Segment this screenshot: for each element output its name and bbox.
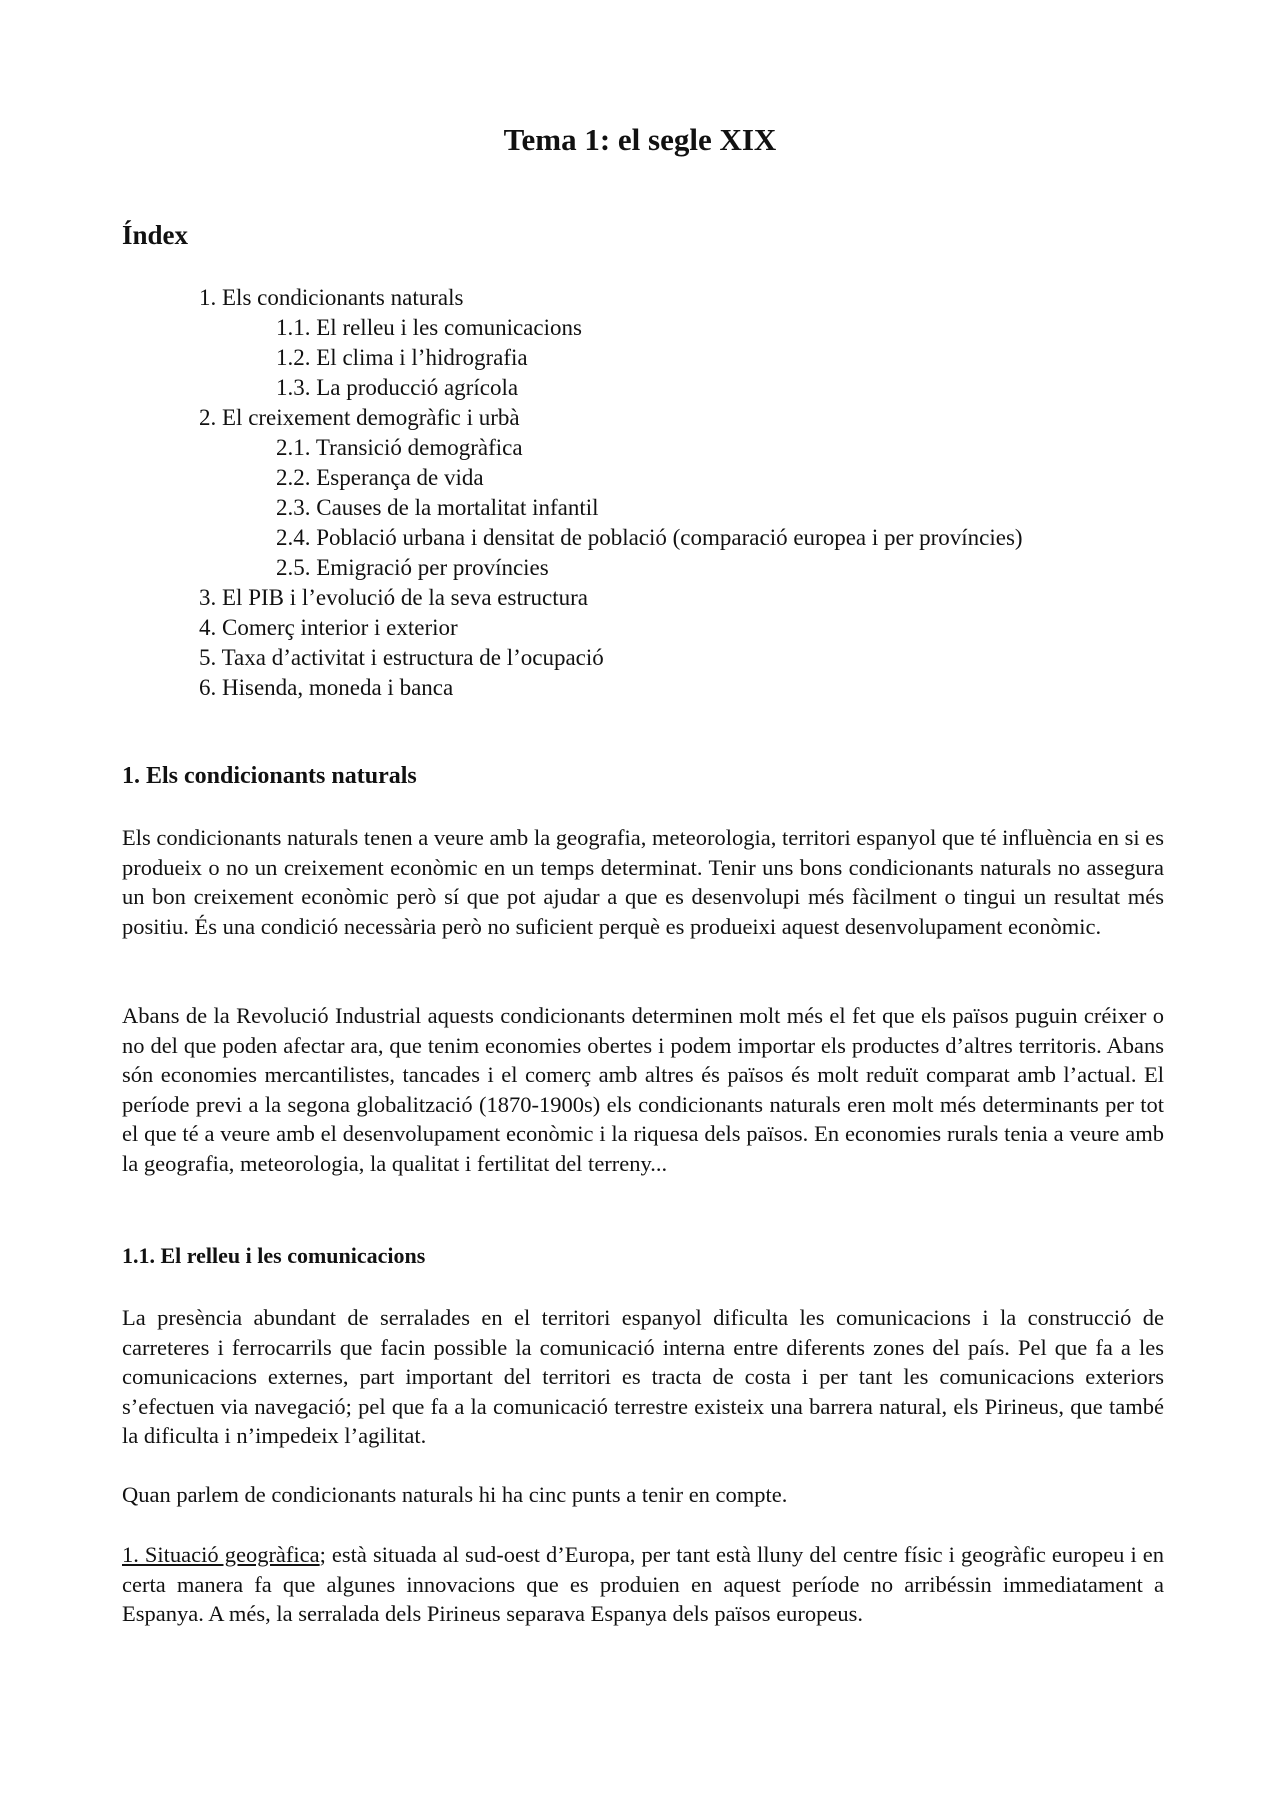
toc-item: 2. El creixement demogràfic i urbà <box>199 405 520 430</box>
toc-item: 1.1. El relleu i les comunicacions <box>276 315 582 340</box>
document-title: Tema 1: el segle XIX <box>503 122 777 157</box>
toc-item: 6. Hisenda, moneda i banca <box>199 675 454 700</box>
subsection-heading: 1.1. El relleu i les comunicacions <box>122 1243 426 1268</box>
section-heading: 1. Els condicionants naturals <box>122 763 417 789</box>
paragraph: Abans de la Revolució Industrial aquests condicionants determinen molt més el fet que els països puguin créixer o no del que poden afectar ara, que tenim economies obertes i podem importar els productes d’altres territoris. Abans són economies mercantilistes, tancades i el comerç amb altres és països és molt reduït comparat amb l’actual. El període previ a la segona globalització (1870-1900s) els condicionants naturals eren molt més determinants per tot el que té a veure amb el desenvolupament econòmic i la riquesa dels països. En economies rurals tenia a veure amb la geografia, meteorologia, la qualitat i fertilitat del terreny... <box>122 1003 1164 1176</box>
paragraph: Els condicionants naturals tenen a veure amb la geografia, meteorologia, territori espanyol que té influència en si es produeix o no un creixement econòmic en un temps determinat. Tenir uns bons condicionants naturals no assegura un bon creixement econòmic però sí que pot ajudar a que es desenvolupi més fàcilment o tingui un resultat més positiu. És una condició necessària però no suficient perquè es produeixi aquest desenvolupament econòmic. <box>122 825 1164 939</box>
underlined-term: 1. Situació geogràfica <box>122 1542 320 1567</box>
index-heading: Índex <box>122 220 189 250</box>
toc-item: 4. Comerç interior i exterior <box>199 615 458 640</box>
toc-item: 2.2. Esperança de vida <box>276 465 484 490</box>
paragraph: Quan parlem de condicionants naturals hi ha cinc punts a tenir en compte. <box>122 1482 788 1507</box>
toc-item: 2.3. Causes de la mortalitat infantil <box>276 495 599 520</box>
toc-item: 2.1. Transició demogràfica <box>276 435 523 460</box>
toc-item: 3. El PIB i l’evolució de la seva estructura <box>199 585 588 610</box>
toc-item: 1.2. El clima i l’hidrografia <box>276 345 528 370</box>
toc-item: 1. Els condicionants naturals <box>199 285 464 310</box>
paragraph <box>122 1540 1164 1629</box>
toc-item: 2.5. Emigració per províncies <box>276 555 549 580</box>
paragraph: La presència abundant de serralades en el territori espanyol dificulta les comunicacions i la construcció de carreteres i ferrocarrils que facin possible la comunicació interna entre diferents zones del país. Pel que fa a les comunicacions externes, part important del territori es tracta de costa i per tant les comunicacions exteriors s’efectuen via navegació; pel que fa a la comunicació terrestre existeix una barrera natural, els Pirineus, que també la dificulta i n’impedeix l’agilitat. <box>122 1305 1164 1449</box>
toc-item: 5. Taxa d’activitat i estructura de l’ocupació <box>199 645 604 670</box>
toc-item: 1.3. La producció agrícola <box>276 375 519 400</box>
toc-item: 2.4. Població urbana i densitat de població (comparació europea i per províncies) <box>276 525 1023 550</box>
paragraph-text: ; està situada al sud-oest d’Europa, per tant està lluny del centre físic i geogràfic europeu i en certa manera fa que algunes innovacions que es produien en aquest període no arribéssin immediatament a Espanya. A més, la serralada dels Pirineus separava Espanya dels països europeus. <box>122 1542 1164 1627</box>
